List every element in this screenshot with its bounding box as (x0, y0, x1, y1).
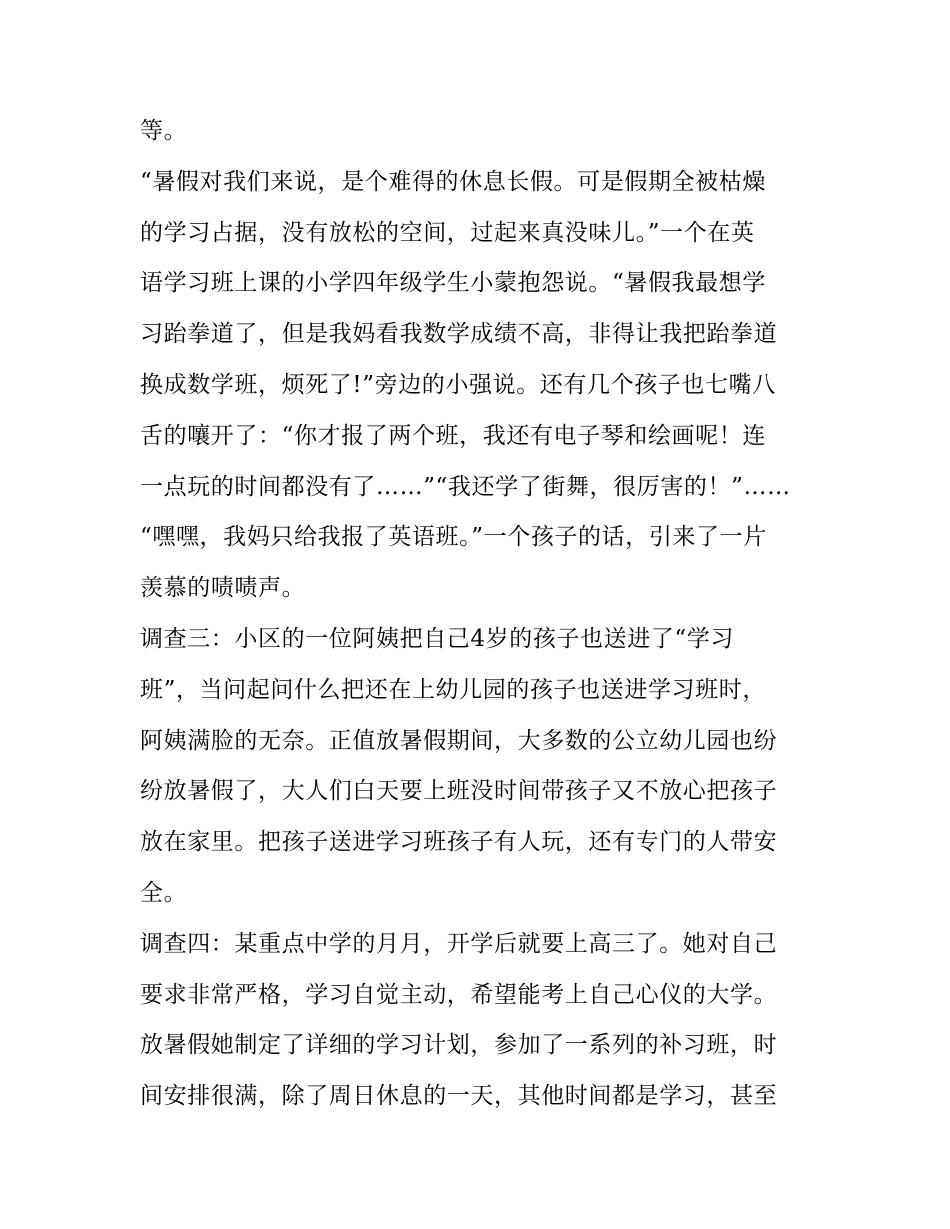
text-line: 羡慕的啧啧声。 (140, 575, 306, 602)
text-line: 习跆拳道了，但是我妈看我数学成绩不高，非得让我把跆拳道 (140, 321, 778, 348)
text-line: 班”，当问起问什么把还在上幼儿园的孩子也送进学习班时， (140, 676, 766, 703)
text-line: 的学习占据，没有放松的空间，过起来真没味儿。”一个在英 (140, 219, 755, 246)
text-line: 语学习班上课的小学四年级学生小蒙抱怨说。“暑假我最想学 (140, 270, 766, 297)
text-line: “暑假对我们来说，是个难得的休息长假。可是假期全被枯燥 (140, 168, 766, 195)
text-line: 一点玩的时间都没有了……”“我还学了街舞，很厉害的！”…… (140, 473, 791, 500)
text-line: “嘿嘿，我妈只给我报了英语班。”一个孩子的话，引来了一片 (140, 524, 767, 551)
text-line: 阿姨满脸的无奈。正值放暑假期间，大多数的公立幼儿园也纷 (140, 727, 778, 754)
document-body (140, 106, 812, 1122)
text-line: 全。 (140, 879, 188, 906)
text-line: 放在家里。把孩子送进学习班孩子有人玩，还有专门的人带安 (140, 829, 778, 856)
text-line: 舌的嚷开了：“你才报了两个班，我还有电子琴和绘画呢！连 (140, 422, 766, 449)
text-line: 调查三：小区的一位阿姨把自己4岁的孩子也送进了“学习 (140, 625, 734, 652)
text-line: 要求非常严格，学习自觉主动，希望能考上自己心仪的大学。 (140, 981, 778, 1008)
text-line: 换成数学班，烦死了!”旁边的小强说。还有几个孩子也七嘴八 (140, 371, 776, 398)
text-line: 纷放暑假了，大人们白天要上班没时间带孩子又不放心把孩子 (140, 778, 778, 805)
text-line: 调查四：某重点中学的月月，开学后就要上高三了。她对自己 (140, 930, 778, 957)
text-line: 间安排很满，除了周日休息的一天，其他时间都是学习，甚至 (140, 1083, 778, 1110)
text-line: 等。 (140, 118, 188, 144)
text-line: 放暑假她制定了详细的学习计划，参加了一系列的补习班，时 (140, 1032, 778, 1059)
